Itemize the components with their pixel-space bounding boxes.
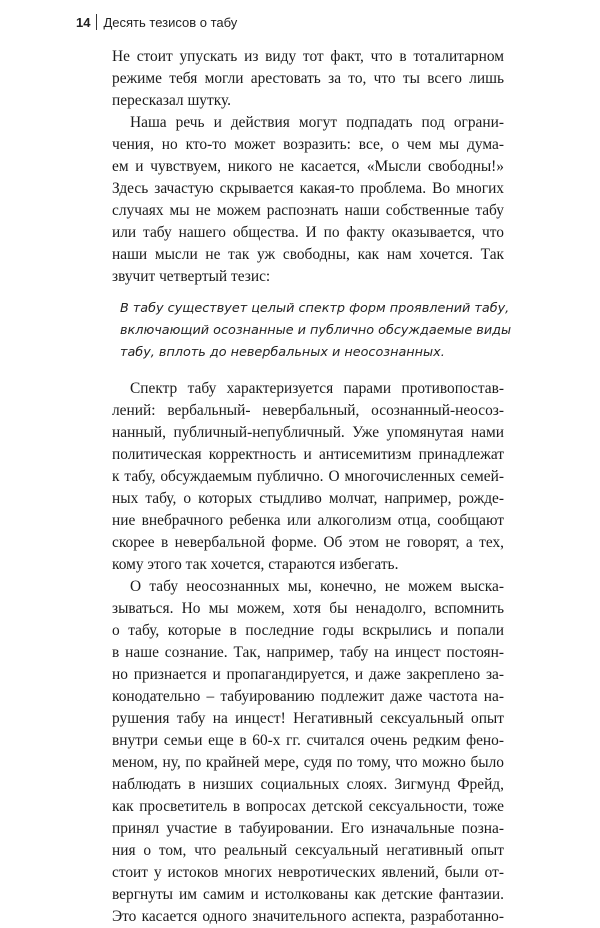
text-line: звучит четвертый тезис: <box>112 268 271 285</box>
page-number: 14 <box>76 14 91 30</box>
text-line: ния о том, что реальный сексуальный негативный опыт <box>112 842 504 859</box>
running-header <box>76 14 237 30</box>
text-line: стоит у истоков многих невротических явлений, были от- <box>112 864 504 881</box>
text-line: зываться. Но мы можем, хотя бы ненадолго, вспомнить <box>112 600 504 617</box>
page-body <box>112 46 512 928</box>
text-line: принял участие в табуировании. Его изначальные позна- <box>112 820 504 837</box>
text-line: скорее в невербальной форме. Об этом не говорят, а тех, <box>112 534 504 551</box>
header-divider <box>96 14 97 30</box>
text-line: политическая корректность и антисемитизм принадлежат <box>112 446 504 463</box>
thesis-quote <box>120 298 512 364</box>
thesis-line: табу, вплоть до невербальных и неосознанных. <box>120 345 445 360</box>
text-line: Спектр табу характеризуется парами противопостав- <box>130 380 504 397</box>
text-line: пересказал шутку. <box>112 92 231 109</box>
text-line: к табу, обсуждаемым публично. О многочисленных семей- <box>112 468 504 485</box>
thesis-line: В табу существует целый спектр форм проявлений табу, <box>120 301 510 316</box>
text-line: режиме тебя могли арестовать за то, что ты всего лишь <box>112 70 504 87</box>
thesis-line: включающий осознанные и публично обсуждаемые виды <box>120 323 512 338</box>
text-line: или табу нашего общества. И по факту оказывается, что <box>112 224 504 241</box>
text-line: меном, ну, по крайней мере, судя по тому, что можно было <box>112 754 504 771</box>
text-line: ние внебрачного ребенка или алкоголизм отца, сообщают <box>112 512 504 529</box>
text-line: наши мысли не так уж свободны, как нам хочется. Так <box>112 246 504 263</box>
text-line: Не стоит упускать из виду тот факт, что в тоталитарном <box>112 48 504 65</box>
text-line: внутри семьи еще в 60-х гг. считался очень редким фено- <box>112 732 504 749</box>
text-line: конодательно – табуированию подлежит даже частота на- <box>112 688 504 705</box>
text-line: наблюдать в низших социальных слоях. Зигмунд Фрейд, <box>112 776 504 793</box>
paragraph-2 <box>112 112 504 288</box>
text-line: Здесь зачастую скрывается какая-то проблема. Во многих <box>112 180 504 197</box>
text-line: о табу, которые в последние годы вскрылись и попали <box>112 622 504 639</box>
paragraph-1 <box>112 46 504 112</box>
text-line: лений: вербальный- невербальный, осознанный-неосоз- <box>112 402 504 419</box>
text-line: ем и чувствуем, никого не касается, «Мысли свободны!» <box>112 158 504 175</box>
text-line: в наше сознание. Так, например, табу на инцест постоян- <box>112 644 504 661</box>
text-line: Наша речь и действия могут подпадать под ограни- <box>130 114 504 131</box>
text-line: но признается и пропагандируется, и даже закреплено за- <box>112 666 504 683</box>
text-line: Это касается одного значительного аспекта, разработанно- <box>112 908 504 925</box>
text-line: чения, но кто-то может возразить: все, о чем мы дума- <box>112 136 504 153</box>
text-line: рушения табу на инцест! Негативный сексуальный опыт <box>112 710 504 727</box>
text-line: нанный, публичный-непубличный. Уже упомянутая нами <box>112 424 504 441</box>
text-line: ных табу, о которых стыдливо молчат, например, рожде- <box>112 490 504 507</box>
text-line: кому этого так хочется, стараются избегать. <box>112 556 399 573</box>
text-line: как просветитель в вопросах детской сексуальности, тоже <box>112 798 504 815</box>
running-title: Десять тезисов о табу <box>103 14 238 30</box>
paragraph-4 <box>112 576 504 928</box>
text-line: случаях мы не можем распознать наши собственные табу <box>112 202 504 219</box>
paragraph-3 <box>112 378 504 576</box>
text-line: О табу неосознанных мы, конечно, не можем выска- <box>130 578 504 595</box>
text-line: вергнуты им самим и истолкованы как детские фантазии. <box>112 886 504 903</box>
